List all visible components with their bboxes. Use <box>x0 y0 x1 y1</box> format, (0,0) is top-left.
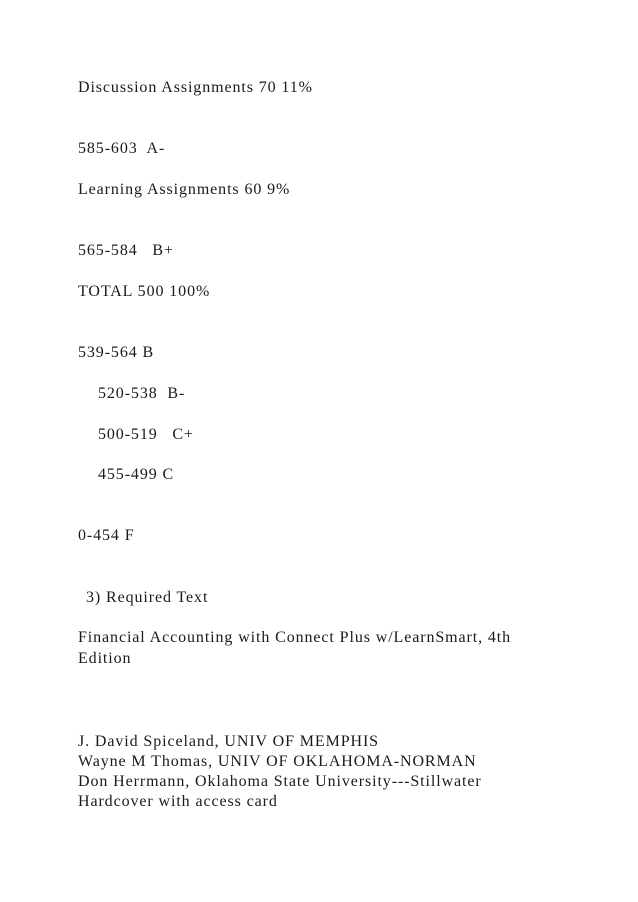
text-line-grade-b: 539-564 B <box>78 344 155 361</box>
text-line-author-spiceland: J. David Spiceland, UNIV OF MEMPHIS <box>78 733 379 750</box>
text-line-learning-assignments: Learning Assignments 60 9% <box>78 181 291 198</box>
text-line-grade-b-plus: 565-584 B+ <box>78 242 174 259</box>
text-line-grade-f: 0-454 F <box>78 527 135 544</box>
text-line-discussion-assignments: Discussion Assignments 70 11% <box>78 79 313 96</box>
text-line-grade-a-minus: 585-603 A- <box>78 140 166 157</box>
text-line-format: Hardcover with access card <box>78 793 278 810</box>
text-line-book-edition: Edition <box>78 650 132 667</box>
text-line-total: TOTAL 500 100% <box>78 283 211 300</box>
text-line-book-title: Financial Accounting with Connect Plus w/LearnSmart, 4th <box>78 629 512 646</box>
text-line-author-thomas: Wayne M Thomas, UNIV OF OKLAHOMA-NORMAN <box>78 753 477 770</box>
text-line-grade-c-plus: 500-519 C+ <box>98 426 194 443</box>
text-line-grade-b-minus: 520-538 B- <box>98 385 186 402</box>
text-line-author-herrmann: Don Herrmann, Oklahoma State University---Stillwater <box>78 773 482 790</box>
text-line-grade-c: 455-499 C <box>98 466 175 483</box>
section-heading-required-text: 3) Required Text <box>86 589 209 606</box>
